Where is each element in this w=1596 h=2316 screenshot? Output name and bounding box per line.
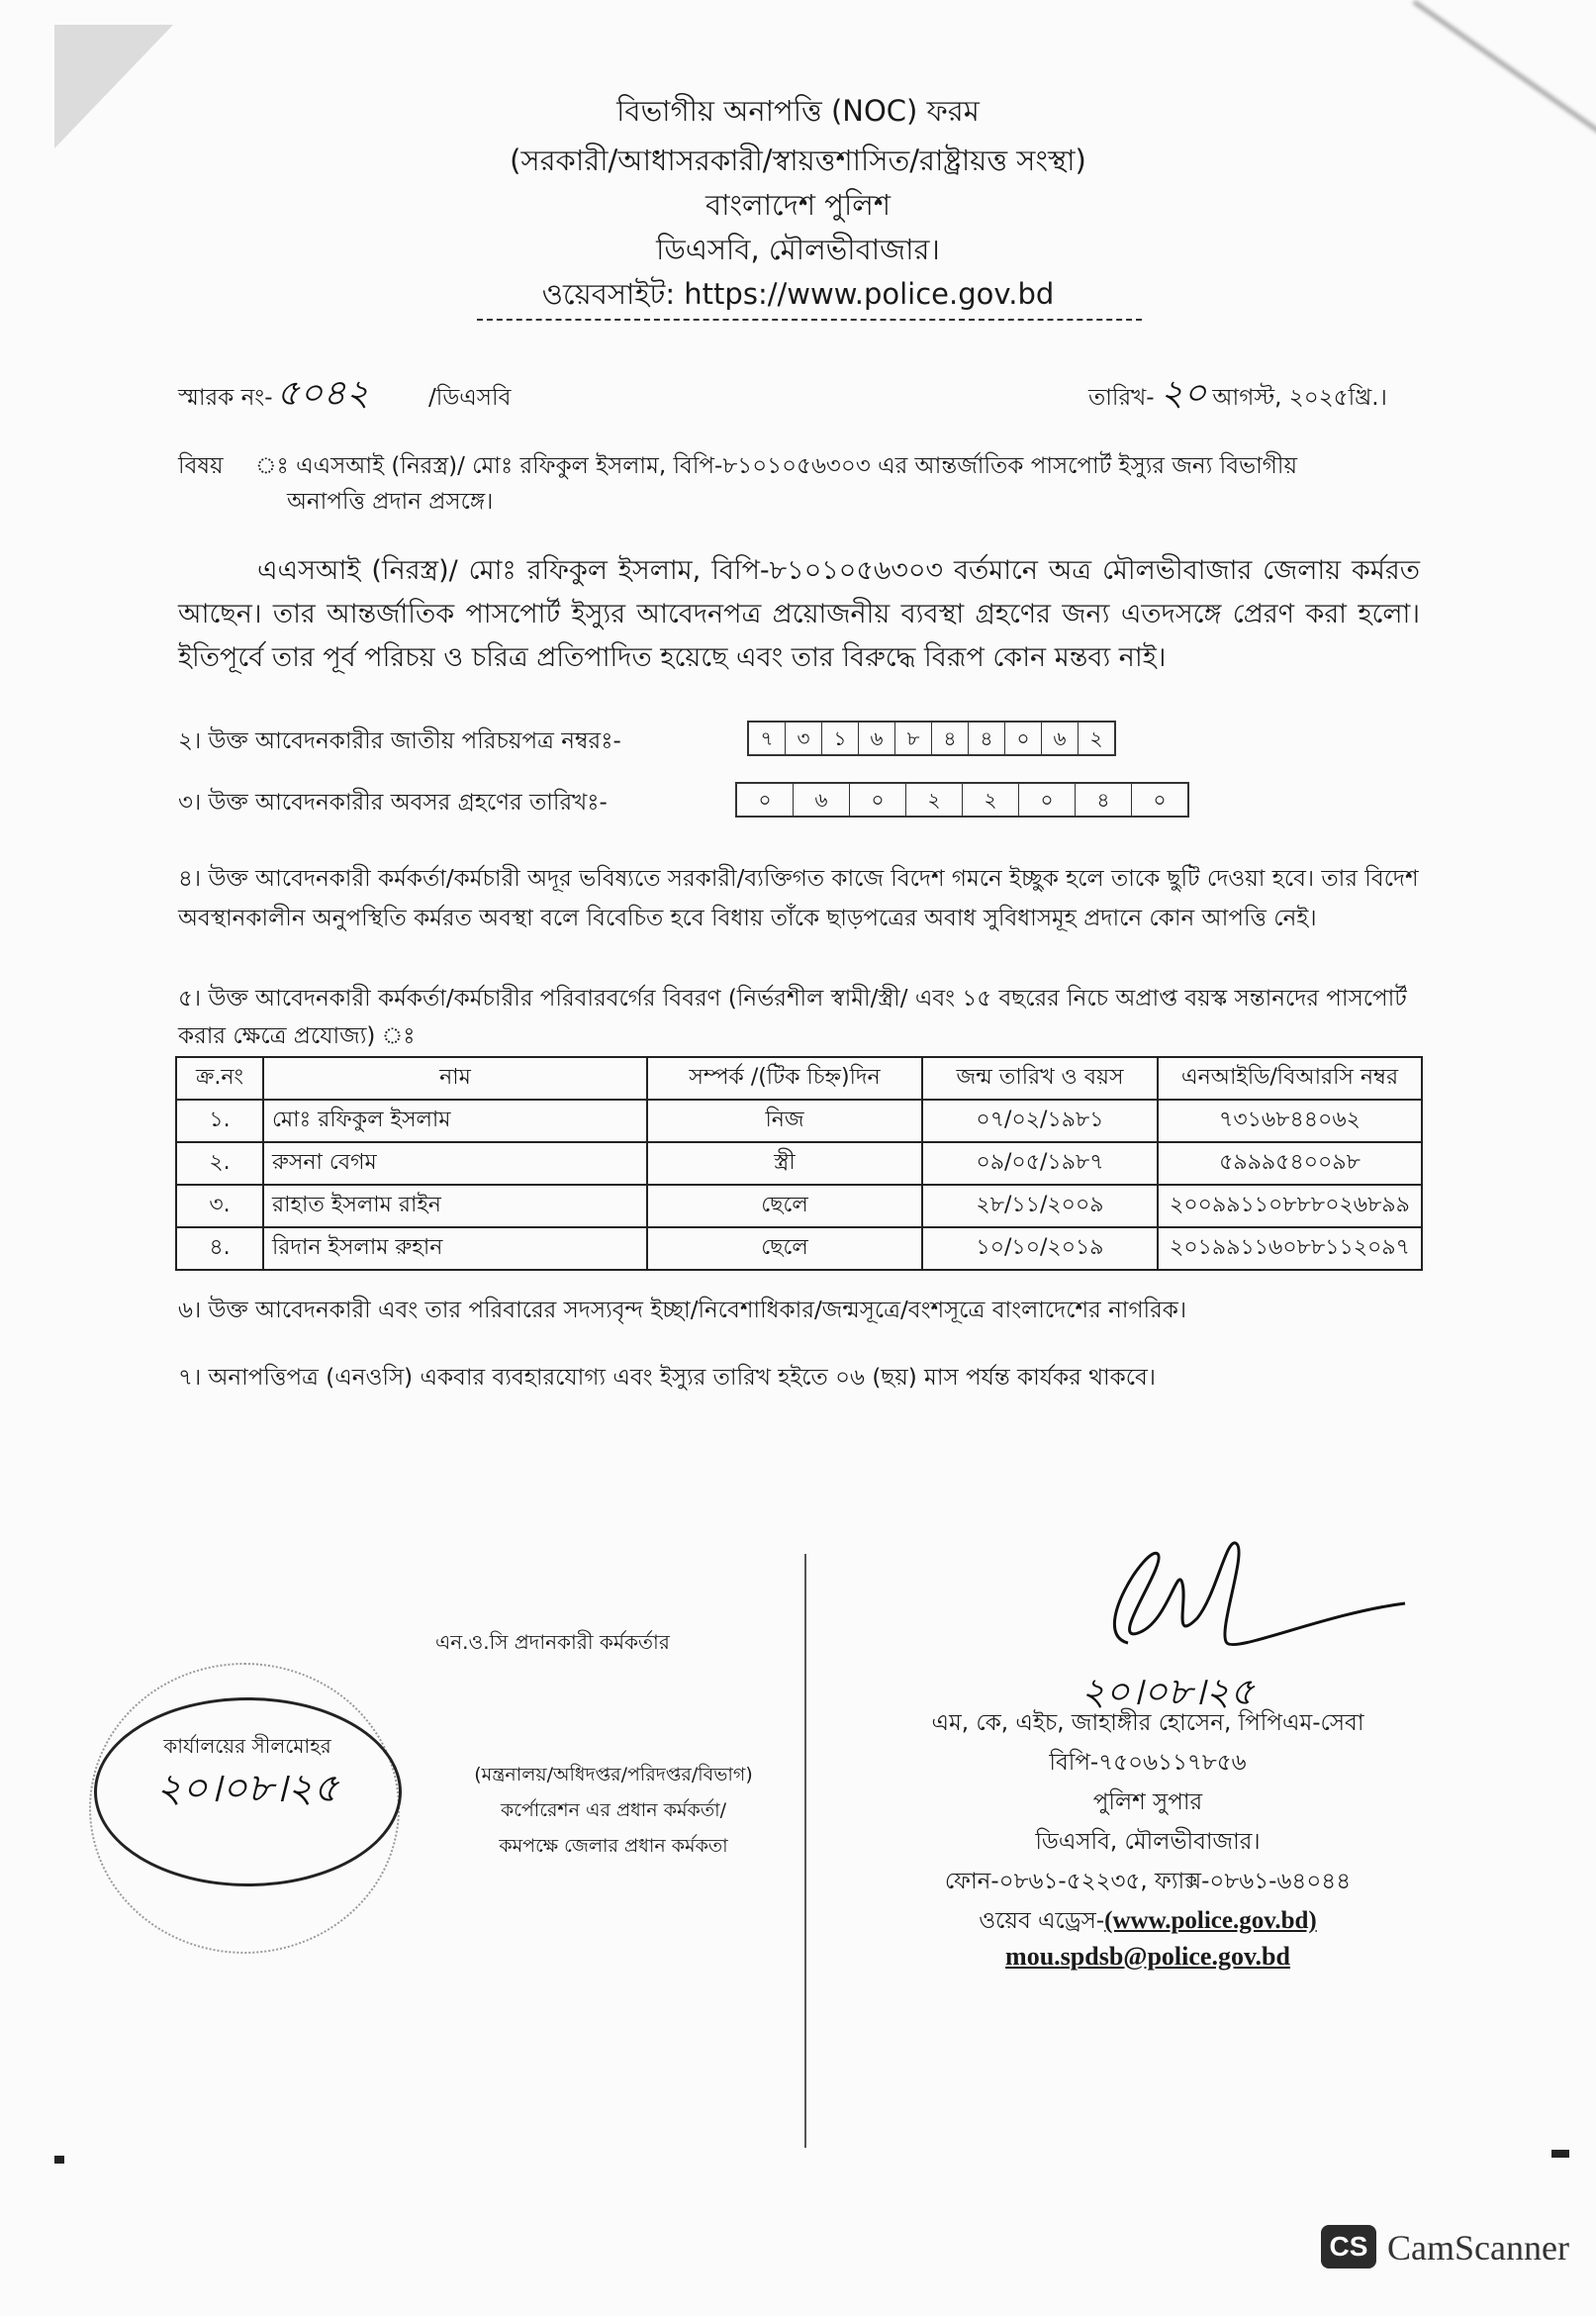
signer-phone: ফোন-০৮৬১-৫২২৩৫, ফ্যাক্স-০৮৬১-৬৪০৪৪ bbox=[944, 1869, 1352, 1894]
retire-digit: ৬ bbox=[794, 784, 850, 816]
cell-name: রুসনা বেগম bbox=[263, 1142, 647, 1185]
office-name: ডিএসবি, মৌলভীবাজার। bbox=[656, 233, 940, 266]
cell-relation: নিজ bbox=[647, 1100, 922, 1142]
authority-line-1: (মন্ত্রনালয়/অধিদপ্তর/পরিদপ্তর/বিভাগ) bbox=[474, 1764, 753, 1785]
date-rest: আগস্ট, ২০২৫খ্রি.। bbox=[1212, 385, 1387, 411]
item-5: ৫। উক্ত আবেদনকারী কর্মকর্তা/কর্মচারীর পরিবারবর্গের বিবরণ (নির্ভরশীল স্বামী/স্ত্রী/ এবং ১৫ বছরের নিচে অপ্রাপ্ত বয়স্ক সন্তানদের পাসপোর্ট করার ক্ষেত্রে প্রযোজ্য) ঃ bbox=[178, 986, 1407, 1049]
col-serial: ক্র.নং bbox=[176, 1057, 263, 1100]
cell-name: মোঃ রফিকুল ইসলাম bbox=[263, 1100, 647, 1142]
cell-nid: ২০১৯৯১১৬০৮৮১১২০৯৭ bbox=[1158, 1227, 1422, 1270]
retire-digit: ২ bbox=[963, 784, 1019, 816]
memo-suffix: /ডিএসবি bbox=[428, 385, 512, 411]
retire-digit: ০ bbox=[1153, 788, 1167, 812]
nid-digit: ৪ bbox=[969, 723, 1005, 754]
form-title: বিভাগীয় অনাপত্তি (NOC) ফরম bbox=[616, 94, 980, 128]
subject-text-cont: অনাপত্তি প্রদান প্রসঙ্গে। bbox=[287, 489, 494, 515]
item-4: ৪। উক্ত আবেদনকারী কর্মকর্তা/কর্মচারী অদূর ভবিষ্যতে সরকারী/ব্যক্তিগত কাজে বিদেশ গমনে ইচ্ছুক হলে তাকে ছুটি দেওয়া হবে। তার বিদেশ অবস্থানকালীন অনুপস্থিতি কর্মরত অবস্থা বলে বিবেচিত হবে বিধায় তাঁকে ছাড়পত্রের অবাধ সুবিধাসমূহ প্রদানে কোন আপত্তি নেই। bbox=[178, 866, 1419, 931]
nid-digit: ৮ bbox=[895, 723, 932, 754]
seal-label: কার্যালয়ের সীলমোহর bbox=[163, 1734, 331, 1758]
authority-line-2: কর্পোরেশন এর প্রধান কর্মকর্তা/ bbox=[500, 1799, 726, 1821]
margin-mark bbox=[1551, 2150, 1569, 2158]
web-link[interactable]: (www.police.gov.bd) bbox=[1104, 1907, 1317, 1934]
web-label: ওয়েব এড্রেস- bbox=[979, 1908, 1105, 1934]
nid-digit: ৩ bbox=[786, 723, 822, 754]
nid-digit: ২ bbox=[1089, 726, 1103, 750]
retire-digit: ০ bbox=[737, 784, 794, 816]
retire-digit-boxes bbox=[735, 782, 1189, 818]
cell-dob: ১০/১০/২০১৯ bbox=[922, 1227, 1158, 1270]
authority-lines bbox=[425, 1757, 801, 1864]
cell-relation: স্ত্রী bbox=[647, 1142, 922, 1185]
retire-digit: ২ bbox=[906, 784, 963, 816]
cell-serial: ৩. bbox=[176, 1185, 263, 1227]
website: ওয়েবসাইট: https://www.police.gov.bd bbox=[541, 277, 1055, 311]
table-row bbox=[176, 1100, 1422, 1142]
signer-email[interactable]: mou.spdsb@police.gov.bd bbox=[1005, 1942, 1290, 1971]
item-7: ৭। অনাপত্তিপত্র (এনওসি) একবার ব্যবহারযোগ্য এবং ইস্যুর তারিখ হইতে ০৬ (ছয়) মাস পর্যন্ত কার্যকর থাকবে। bbox=[178, 1365, 1157, 1391]
signer-web bbox=[891, 1902, 1405, 1941]
camscanner-logo-icon: CS bbox=[1321, 2225, 1376, 2268]
header-divider bbox=[477, 319, 1142, 321]
org-name: বাংলাদেশ পুলিশ bbox=[704, 188, 892, 222]
family-table bbox=[175, 1056, 1423, 1271]
nid-digit: ১ bbox=[822, 723, 859, 754]
col-nid: এনআইডি/বিআরসি নম্বর bbox=[1158, 1057, 1422, 1100]
authority-line-3: কমপক্ষে জেলার প্রধান কর্মকতা bbox=[499, 1835, 728, 1857]
memo-number bbox=[178, 366, 511, 426]
item-6: ৬। উক্ত আবেদনকারী এবং তার পরিবারের সদস্যবৃন্দ ইচ্ছা/নিবেশাধিকার/জন্মসূত্রে/বংশসূত্রে বাংলাদেশের নাগরিক। bbox=[178, 1298, 1187, 1323]
margin-mark bbox=[54, 2156, 64, 2164]
nid-digit: ৬ bbox=[859, 723, 895, 754]
date-handwritten: ২০ bbox=[1160, 373, 1207, 414]
signature-divider bbox=[804, 1554, 806, 2148]
body-paragraph: এএসআই (নিরস্ত্র)/ মোঃ রফিকুল ইসলাম, বিপি-৮১০১০৫৬৩০৩ বর্তমানে অত্র মৌলভীবাজার জেলায় কর্মরত আছেন। তার আন্তর্জাতিক পাসপোর্ট ইস্যুর আবেদনপত্র প্রয়োজনীয় ব্যবস্থা গ্রহণের জন্য এতদসঙ্গে প্রেরণ করা হলো। ইতিপূর্বে তার পূর্ব পরিচয় ও চরিত্র প্রতিপাদিত হয়েছে এবং তার বিরুদ্ধে বিরূপ কোন মন্তব্য নাই। bbox=[178, 555, 1420, 673]
cell-serial: ২. bbox=[176, 1142, 263, 1185]
date-label: তারিখ- bbox=[1088, 385, 1155, 411]
signer-office: ডিএসবি, মৌলভীবাজার। bbox=[1035, 1829, 1261, 1855]
col-name: নাম bbox=[263, 1057, 647, 1100]
subject-text: ঃ এএসআই (নিরস্ত্র)/ মোঃ রফিকুল ইসলাম, বিপি-৮১০১০৫৬৩০৩ এর আন্তর্জাতিক পাসপোর্ট ইস্যুর জন্য বিভাগীয় bbox=[255, 453, 1298, 479]
cell-relation: ছেলে bbox=[647, 1185, 922, 1227]
signature-date-handwritten: ২০।০৮।২৫ bbox=[1080, 1670, 1255, 1713]
cell-relation: ছেলে bbox=[647, 1227, 922, 1270]
cell-nid: ৭৩১৬৮৪৪০৬২ bbox=[1158, 1100, 1422, 1142]
nid-digit: ০ bbox=[1005, 723, 1042, 754]
retire-label: ৩। উক্ত আবেদনকারীর অবসর গ্রহণের তারিখঃ- bbox=[178, 790, 608, 816]
table-row bbox=[176, 1142, 1422, 1185]
subject-label: বিষয় bbox=[178, 453, 224, 479]
seal-date-handwritten: ২০।০৮।২৫ bbox=[155, 1766, 339, 1811]
table-row bbox=[176, 1185, 1422, 1227]
memo-date bbox=[1088, 366, 1387, 426]
retire-digit: ০ bbox=[1019, 784, 1076, 816]
nid-digit-boxes bbox=[747, 721, 1116, 756]
nid-digit: ৭ bbox=[749, 723, 786, 754]
memo-label: স্মারক নং- bbox=[178, 385, 273, 411]
signer-designation: পুলিশ সুপার bbox=[1092, 1789, 1203, 1815]
cell-serial: ১. bbox=[176, 1100, 263, 1142]
cell-nid: ৫৯৯৯৫৪০০৯৮ bbox=[1158, 1142, 1422, 1185]
cell-name: রিদান ইসলাম রুহান bbox=[263, 1227, 647, 1270]
form-subtitle: (সরকারী/আধাসরকারী/স্বায়ত্তশাসিত/রাষ্ট্রায়ত্ত সংস্থা) bbox=[510, 144, 1086, 177]
signer-bp: বিপি-৭৫০৬১১৭৮৫৬ bbox=[1049, 1750, 1247, 1776]
signature bbox=[1069, 1524, 1415, 1663]
col-relation: সম্পর্ক /(টিক চিহ্ন)দিন bbox=[647, 1057, 922, 1100]
noc-officer-label: এন.ও.সি প্রদানকারী কর্মকর্তার bbox=[435, 1630, 670, 1654]
retire-digit: ৪ bbox=[1076, 784, 1132, 816]
cell-dob: ০৭/০২/১৯৮১ bbox=[922, 1100, 1158, 1142]
memo-number-handwritten: ৫০৪২ bbox=[276, 373, 370, 414]
table-header-row bbox=[176, 1057, 1422, 1100]
table-row bbox=[176, 1227, 1422, 1270]
cell-serial: ৪. bbox=[176, 1227, 263, 1270]
retire-digit: ০ bbox=[850, 784, 906, 816]
nid-label: ২। উক্ত আবেদনকারীর জাতীয় পরিচয়পত্র নম্বরঃ- bbox=[178, 728, 621, 754]
nid-digit: ৬ bbox=[1042, 723, 1079, 754]
col-dob: জন্ম তারিখ ও বয়স bbox=[922, 1057, 1158, 1100]
nid-digit: ৪ bbox=[932, 723, 969, 754]
camscanner-watermark: CamScanner bbox=[1387, 2228, 1569, 2268]
cell-name: রাহাত ইসলাম রাইন bbox=[263, 1185, 647, 1227]
cell-dob: ২৮/১১/২০০৯ bbox=[922, 1185, 1158, 1227]
cell-dob: ০৯/০৫/১৯৮৭ bbox=[922, 1142, 1158, 1185]
cell-nid: ২০০৯৯১১০৮৮৮০২৬৮৯৯ bbox=[1158, 1185, 1422, 1227]
signer-name: এম, কে, এইচ, জাহাঙ্গীর হোসেন, পিপিএম-সেবা bbox=[931, 1710, 1364, 1736]
